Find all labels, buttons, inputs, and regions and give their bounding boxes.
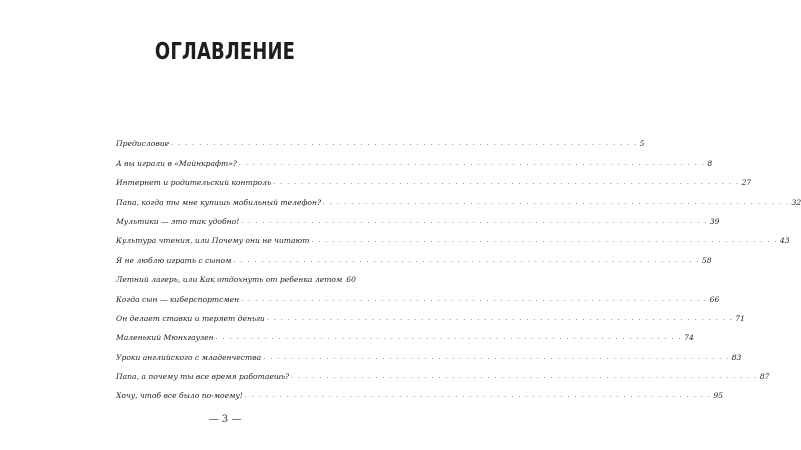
toc-entry-page: 74 — [684, 333, 694, 343]
toc-entry-title: Мультики — это так удобно! — [116, 216, 240, 226]
toc-entry-title: Летний лагерь, или Как отдохнуть от ребенка летом — [116, 275, 343, 285]
toc-entry-page: 32 — [791, 197, 801, 207]
toc-entry-page: 95 — [713, 391, 723, 401]
toc-entry — [116, 266, 356, 285]
toc-entry-page: 5 — [639, 139, 645, 149]
toc-entry-title: Маленький Мюнхгаузен — [116, 333, 214, 343]
toc-entry-page: 43 — [779, 236, 790, 246]
toc-dot-leader: . . . . . . . . . . . . . . . . . . . . . . . . . . . . . . . . . . . . . . . . . . . . . . . . . . . . . . . . . . . . . . . . . . . — [291, 373, 758, 381]
toc-dot-leader: . . . . . . . . . . . . . . . . . . . . . . . . . . . . . . . . . . . . . . . . . . . . . . . . . . . . . . . . . . . . . . . . . . . — [266, 314, 734, 322]
toc-dot-leader: . . . . . . . . . . . . . . . . . . . . . . . . . . . . . . . . . . . . . . . . . . . . . . . . . . . . . . . . . . . . . . . . . . . — [171, 140, 638, 148]
toc-entry-title: Культура чтения, или Почему они не читают — [116, 236, 310, 246]
toc-entry — [116, 208, 720, 227]
toc-dot-leader: . . . . . . . . . . . . . . . . . . . . . . . . . . . . . . . . . . . . . . . . . . . . . . . . . . . . . . . . . . . . . . . . . . . — [323, 198, 790, 206]
toc-entry-page: 39 — [709, 216, 720, 226]
toc-entry-title: А вы играли в «Майнкрафт»? — [116, 158, 237, 168]
toc-entry — [116, 382, 723, 401]
toc-entry — [116, 149, 713, 168]
toc-entry-page: 83 — [731, 352, 742, 362]
toc-entry-page: 8 — [707, 158, 713, 168]
toc-dot-leader: . . . . . . . . . . . . . . . . . . . . . . . . . . . . . . . . . . . . . . . . . . . . . . . . . . . . . . . . . . . . . . . . . . . — [233, 256, 700, 264]
toc-entry-page: 87 — [759, 372, 770, 382]
table-of-contents — [116, 130, 801, 401]
toc-entry-page: 58 — [701, 255, 712, 265]
toc-dot-leader: . . . . . . . . . . . . . . . . . . . . . . . . . . . . . . . . . . . . . . . . . . . . . . . . . . . . . . . . . . . . . . . . . . . — [241, 295, 708, 303]
toc-entry — [116, 285, 720, 304]
toc-entry-page: 60 — [346, 275, 356, 285]
toc-entry — [116, 305, 745, 324]
toc-entry — [116, 227, 790, 246]
toc-entry-title: Я не люблю играть с сыном — [116, 255, 232, 265]
toc-entry — [116, 130, 645, 149]
toc-entry-page: 66 — [709, 294, 720, 304]
toc-entry-title: Хочу, чтоб все было по-моему! — [116, 391, 243, 401]
toc-dot-leader: . . . . . . . . . . . . . . . . . . . . . . . . . . . . . . . . . . . . . . . . . . . . . . . . . . . . . . . . . . . . . . . . . . . — [263, 353, 730, 361]
toc-dot-leader: . . . . . . . . . . . . . . . . . . . . . . . . . . . . . . . . . . . . . . . . . . . . . . . . . . . . . . . . . . . . . . . . . . . — [238, 159, 706, 167]
toc-entry-title: Уроки английского с младенчества — [116, 352, 262, 362]
toc-entry-title: Он делает ставки и теряет деньги — [116, 313, 265, 323]
toc-dot-leader: . . . . . . . . . . . . . . . . . . . . . . . . . . . . . . . . . . . . . . . . . . . . . . . . . . . . . . . . . . . . . . . . . . . — [311, 237, 778, 245]
toc-dot-leader: . . . . . . . . . . . . . . . . . . . . . . . . . . . . . . . . . . . . . . . . . . . . . . . . . . . . . . . . . . . . . . . . . . . — [215, 334, 683, 342]
toc-entry — [116, 324, 694, 343]
toc-entry — [116, 188, 801, 207]
toc-entry-title: Когда сын — киберспортсмен — [116, 294, 240, 304]
toc-entry — [116, 343, 742, 362]
page-title: ОГЛАВЛЕНИЕ — [154, 39, 296, 65]
page-number: — 3 — — [208, 414, 242, 425]
toc-entry-title: Папа, а почему ты все время работаешь? — [116, 372, 290, 382]
toc-dot-leader: . . . . . . . . . . . . . . . . . . . . . . . . . . . . . . . . . . . . . . . . . . . . . . . . . . . . . . . . . . . . . . . . . . . — [244, 392, 712, 400]
toc-entry-page: 27 — [741, 178, 752, 188]
toc-entry — [116, 363, 770, 382]
toc-entry — [116, 246, 712, 265]
toc-dot-leader: . . . . . . . . . . . . . . . . . . . . . . . . . . . . . . . . . . . . . . . . . . . . . . . . . . . . . . . . . . . . . . . . . . . — [241, 217, 708, 225]
toc-entry-page: 71 — [735, 313, 745, 323]
toc-entry-title: Предисловие — [116, 139, 170, 149]
toc-entry-title: Папа, когда ты мне купишь мобильный телефон? — [116, 197, 322, 207]
toc-entry-title: Интернет и родительский контроль — [116, 178, 272, 188]
toc-dot-leader: . . . . . . . . . . . . . . . . . . . . . . . . . . . . . . . . . . . . . . . . . . . . . . . . . . . . . . . . . . . . . . . . . . . — [273, 179, 740, 187]
toc-entry — [116, 169, 752, 188]
